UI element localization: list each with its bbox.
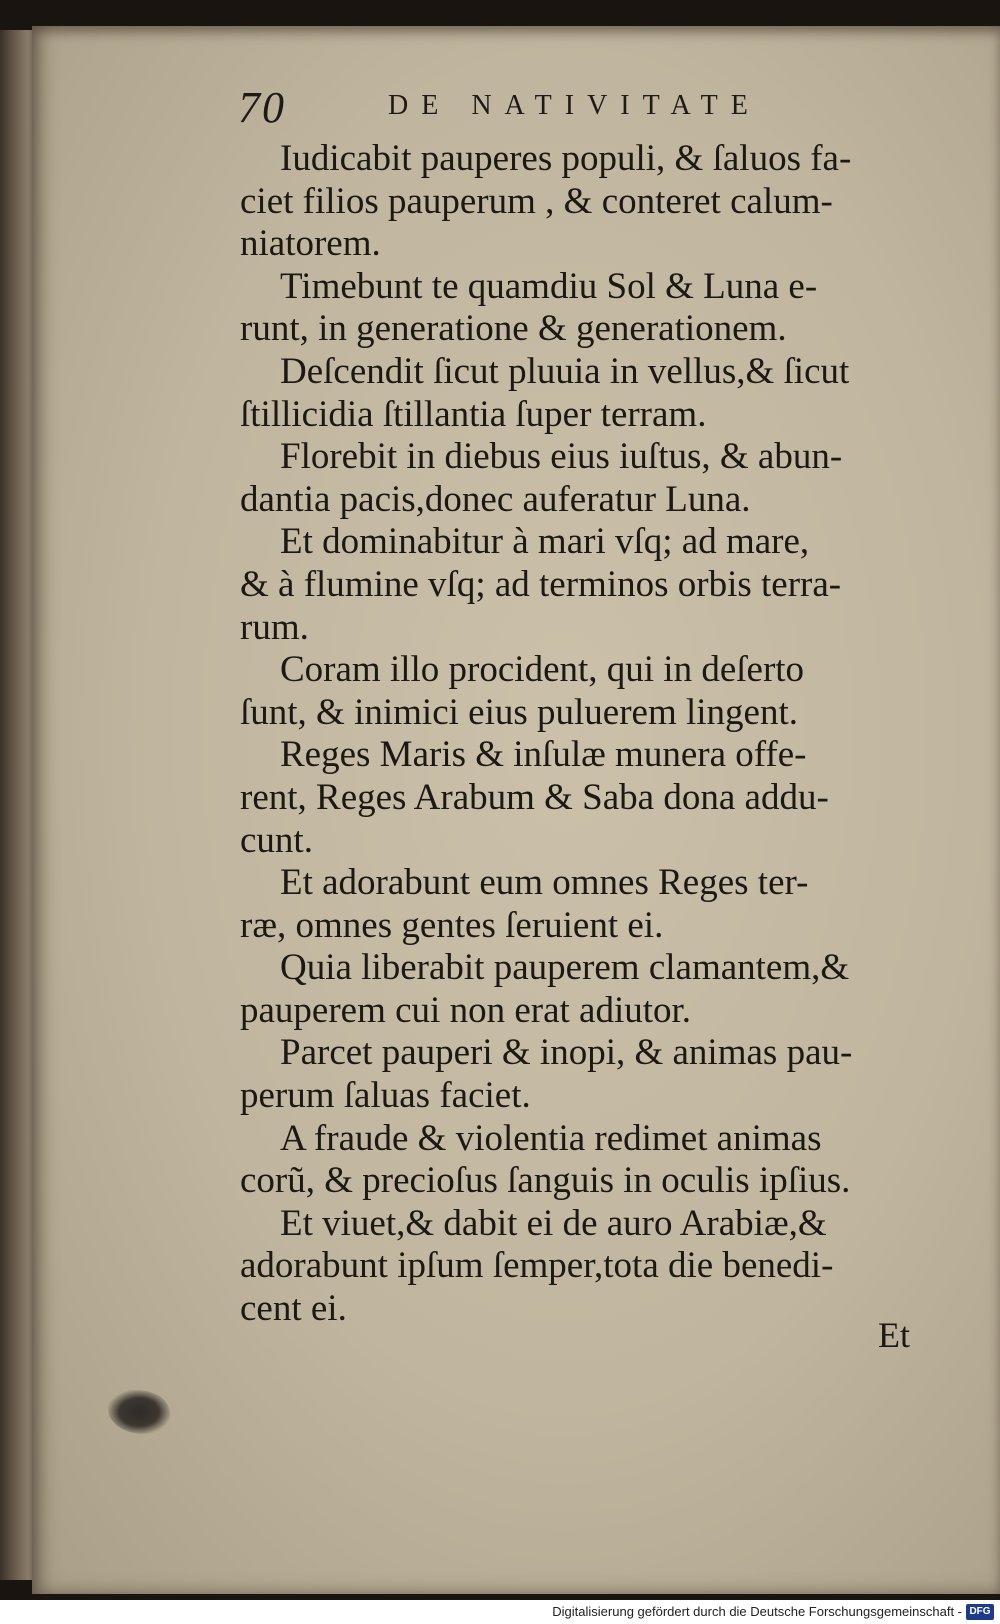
text-line: ciet filios pauperum , & conteret calum- — [240, 180, 833, 222]
text-line: A fraude & violentia redimet animas — [280, 1117, 822, 1159]
text-line: cunt. — [240, 819, 313, 861]
footer-bar — [0, 1600, 1000, 1624]
running-title: DE NATIVITATE — [388, 90, 761, 121]
text-line: Et viuet,& dabit ei de auro Arabiæ,& — [280, 1202, 827, 1244]
text-line: rent, Reges Arabum & Saba dona addu- — [240, 776, 829, 818]
verse — [240, 1203, 890, 1331]
text-line: Quia liberabit pauperem clamantem,& — [280, 947, 850, 989]
text-line: runt, in generatione & generationem. — [240, 308, 787, 350]
text-line: dantia pacis,donec auferatur Luna. — [240, 478, 751, 520]
text-line: Deſcendit ſicut pluuia in vellus,& ſicut — [280, 350, 850, 392]
verse — [240, 734, 890, 862]
text-line: Coram illo procident, qui in deſerto — [280, 649, 805, 691]
verse — [240, 862, 890, 947]
text-line: Reges Maris & inſulæ munera offe- — [280, 734, 807, 776]
text-line: Parcet pauperi & inopi, & animas pau- — [280, 1032, 853, 1074]
text-line: perum ſaluas faciet. — [240, 1075, 531, 1117]
text-line: Florebit in diebus eius iuſtus, & abun- — [280, 436, 843, 478]
text-line: & à flumine vſq; ad terminos orbis terra- — [240, 563, 842, 605]
text-line: pauperem cui non erat adiutor. — [240, 989, 692, 1031]
verse — [240, 138, 890, 266]
text-line: Timebunt te quamdiu Sol & Luna e- — [280, 265, 818, 307]
page-number: 70 — [238, 83, 286, 132]
funding-credit: Digitalisierung gefördert durch die Deutsche Forschungsgemeinschaft - — [552, 1604, 962, 1619]
dfg-logo-icon: DFG — [966, 1604, 994, 1620]
text-line: niatorem. — [240, 223, 381, 265]
page-header — [238, 82, 858, 132]
verse — [240, 1032, 890, 1117]
text-line: Et adorabunt eum omnes Reges ter- — [280, 862, 809, 904]
catchword: Et — [878, 1315, 910, 1355]
verse — [240, 266, 890, 351]
verse — [240, 436, 890, 521]
text-line: ſunt, & inimici eius puluerem lingent. — [240, 691, 798, 733]
text-line: adorabunt ipſum ſemper,tota die benedi- — [240, 1245, 834, 1287]
text-block — [240, 138, 890, 1331]
verse — [240, 947, 890, 1032]
text-line: ræ, omnes gentes ſeruient ei. — [240, 904, 664, 946]
text-line: corũ, & precioſus ſanguis in oculis ipſius. — [240, 1160, 851, 1202]
verse — [240, 1118, 890, 1203]
verse — [240, 351, 890, 436]
verse — [240, 649, 890, 734]
verse — [240, 521, 890, 649]
text-line: cent ei. — [240, 1288, 347, 1330]
text-line: rum. — [240, 606, 309, 648]
text-line: Iudicabit pauperes populi, & ſaluos fa- — [280, 138, 852, 179]
text-line: Et dominabitur à mari vſq; ad mare, — [280, 521, 810, 563]
text-line: ſtillicidia ſtillantia ſuper terram. — [240, 393, 707, 435]
